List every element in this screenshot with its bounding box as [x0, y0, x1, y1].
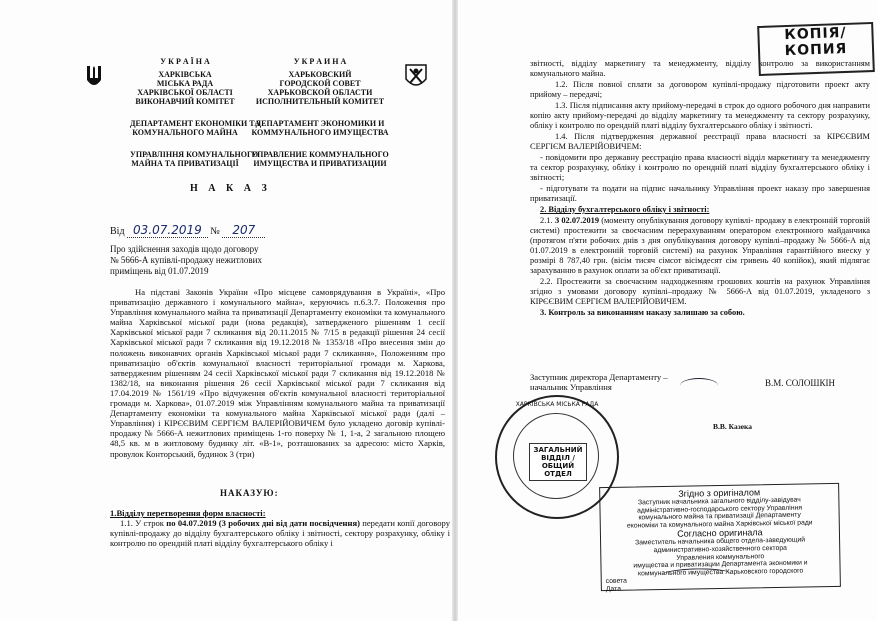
header-org-line: ХАРКІВСЬКОЇ ОБЛАСТІ	[137, 88, 233, 97]
header-left-ua	[130, 57, 260, 168]
signatory-role-line: Заступник директора Департаменту –	[530, 372, 668, 382]
paragraph-1-4-b: - підготувати та подати на підпис начальнику Управління проект наказу про завершення приватизації.	[530, 184, 870, 203]
header-admin-line: УПРАВЛІННЯ КОМУНАЛЬНОГО	[130, 150, 259, 159]
header-admin-line: УПРАВЛЕНИЕ КОММУНАЛЬНОГО	[251, 150, 389, 159]
copy-stamp-line: КОПІЯ/	[784, 24, 847, 44]
order-subject	[110, 244, 290, 277]
certified-line: административно-хозяйственного сектора	[653, 544, 787, 555]
round-seal-ring-text: ХАРКІВСЬКА МІСЬКА РАДА	[515, 401, 599, 408]
header-dept-line: ДЕПАРТАМЕНТ ЭКОНОМИКИ И	[255, 119, 385, 128]
order-date: 03.07.2019	[127, 223, 208, 238]
section-2-heading: 2. Відділу бухгалтерського обліку і звітності:	[540, 205, 710, 214]
section-1	[110, 508, 450, 548]
section-1-1-deadline: по 04.07.2019 (3 робочих дні від дати посвідчення)	[166, 518, 360, 529]
signature-scrawl	[680, 378, 718, 393]
order-number: 207	[222, 223, 265, 238]
paragraph-1-2: 1.2. Після повної сплати за договором купівлі-продажу підготовити проект акту прийому – передачі;	[530, 80, 870, 99]
number-prefix: №	[210, 226, 220, 237]
header-org-line: ХАРЬКОВСКОЙ ОБЛАСТИ	[267, 88, 373, 97]
document-title: Н А К А З	[190, 183, 271, 194]
preamble-text: На підставі Законів України «Про місцеве самоврядування в Україні», «Про приватизацію державного і комунального майна», керуючись п.6.3.7. Положення про Управління комунального майна та приватизації Департаменту економіки та комунального майна Харківської міської ради (нова редакція), затвердженого рішенням 1 сесії Харківської міської ради 7 скликання від 20.11.2015 № 7/15 в редакції рішення 24 сесії Харківської міської ради 7 скликання від 19.12.2018 № 1353/18 «Про внесення змін до положень виконавчих органів Харківської міської ради 7 скликання», Положенням про приватизацію об'єктів комунальної власності територіальної громади м. Харкова, затвердженим рішенням 24 сесії Харківської міської ради 7 скликання від 19.12.2018 № 1382/18, на виконання рішення 26 сесії Харківської міської ради 7 скликання від 17.04.2019 № 1561/19 «Про відчуження об'єктів комунальної власності територіальної громади м. Харкова», 01.07.2019 між Управлінням комунального майна та приватизації Департаменту економіки та комунального майна Харківської міської ради (далі – Управління) і КІРЄЄВИМ СЕРГІЄМ ВАЛЕРІЙОВИЧЕМ було укладено договір купівлі-продажу № 5666-А нежитлових приміщень 1-го поверху № 1, 1-а, 2 загальною площею 48,5 кв. м в житловому будинку літ. «В-1», розташованих за адресою: місто Харків, провулок Конторський, будинок 3 (три)	[110, 287, 445, 459]
certified-copy-stamp	[599, 483, 841, 591]
certified-line: совета	[605, 577, 627, 586]
certified-line: Заместитель начальника общего отдела-заведующий	[635, 536, 806, 547]
header-dept-line: КОММУНАЛЬНОГО ИМУЩЕСТВА	[251, 128, 389, 137]
certified-line: комунального майна та приватизації Департаменту	[638, 511, 801, 522]
round-seal-center-line: ОБЩИЙ ОТДЕЛ	[541, 462, 575, 478]
header-dept-line: КОМУНАЛЬНОГО МАЙНА	[132, 128, 238, 137]
signatory-name: В.М. СОЛОШКІН	[765, 378, 835, 388]
header-org-line: ХАРЬКОВСКИЙ	[288, 70, 352, 79]
copy-stamp	[757, 22, 875, 76]
header-right-ru	[250, 57, 390, 168]
paragraph-continuation: звітності, відділу маркетингу та менеджменту, відділу контролю за використанням комунального майна.	[530, 59, 870, 78]
round-seal-center-line: ВІДДІЛ /	[541, 454, 575, 462]
certified-line: Управления коммунального	[676, 552, 765, 562]
paragraph-3: 3. Контроль за виконанням наказу залишаю за собою.	[540, 308, 745, 317]
header-org-line: МІСЬКА РАДА	[156, 79, 214, 88]
section-1-1-prefix: 1.1. У строк	[120, 518, 167, 529]
paragraph-2-1-text: (моменту опублікування договору купівлі- продажу в електронній торговій системі) простежити за своєчасним перерахуванням оператором електронного майданчика (протягом п'яти робочих днів з дня опублікування договору купівлі–продажу № 5666-А від 01.07.2019 в електронній торговій системі) на рахунок Управління гарантійного внеску у розмірі 8 787,40 грн. (вісім тисяч сімсот вісімдесят сім гривень 40 копійок), який підлягає зарахуванню в рахунок оплати за об'єкт приватизації.	[530, 216, 871, 275]
right-page-text	[530, 59, 870, 319]
paragraph-2-1-date: З 02.07.2019	[554, 216, 600, 225]
second-signatory: В.В. Казека	[713, 422, 753, 431]
section-1-1-text: передати копії договору купівлі-продажу до відділу бухгалтерського обліку і звітності, сектору розрахунку, обліку і контролю по орендній платі відділу бухгалтерського обліку і	[110, 518, 450, 549]
certified-heading-ru: Согласно оригинала	[677, 527, 763, 540]
certified-date-label: Дата	[605, 585, 622, 593]
kharkiv-coat-of-arms-icon	[405, 64, 427, 90]
header-org-line: ХАРКІВСЬКА	[158, 70, 212, 79]
header-org-line: ВИКОНАВЧИЙ КОМІТЕТ	[135, 97, 235, 106]
header-country-ru: У К Р А И Н А	[293, 57, 347, 66]
certified-heading-ua: Згідно з оригіналом	[678, 487, 761, 499]
date-prefix: Від	[110, 226, 125, 237]
paragraph-2-2: 2.2. Простежити за своєчасним надходженням грошових коштів на рахунок Управління згідно з умовами договору купівлі–продажу № 5666-А від 01.07.2019, укладеного з КІРЄЄВИМ СЕРГІЄМ ВАЛЕРІЙОВИЧЕМ.	[530, 277, 870, 306]
copy-stamp-line: КОПИЯ	[784, 40, 848, 60]
trident-emblem-icon	[85, 64, 103, 90]
header-org-line: ИСПОЛНИТЕЛЬНЫЙ КОМИТЕТ	[255, 97, 385, 106]
header-org-line: ГОРОДСКОЙ СОВЕТ	[279, 79, 361, 88]
signatory-role	[530, 372, 668, 392]
certified-line: Заступник начальника загального відділу-завідувач	[637, 496, 801, 507]
paragraph-1-4-a: - повідомити про державну реєстрацію права власності відділ маркетингу та менеджменту та сектор розрахунку, обліку і контролю по орендній платі відділу бухгалтерського обліку і звітності;	[530, 153, 870, 182]
header-country-ua: У К Р А Ї Н А	[160, 57, 210, 66]
section-1-1	[110, 518, 450, 548]
page-fold	[452, 0, 458, 621]
certified-line: адміністративно-господарського сектору Управління	[636, 504, 803, 515]
round-seal-center-line: ЗАГАЛЬНИЙ	[533, 446, 583, 454]
signatory-role-line: начальник Управління	[530, 382, 612, 392]
certified-line: коммунального имущества Харьковского городского	[637, 567, 804, 578]
subject-line: Про здійснення заходів щодо договору	[110, 244, 259, 254]
header-admin-line: МАЙНА ТА ПРИВАТИЗАЦІЇ	[131, 159, 239, 168]
section-1-heading: 1.Відділу перетворення форм власності:	[110, 508, 266, 518]
order-command-heading: НАКАЗУЮ:	[220, 488, 279, 498]
paragraph-2-1	[530, 216, 870, 276]
round-seal-center	[529, 443, 587, 481]
certified-line: имущества и приватизации Департамента экономики и	[633, 559, 808, 570]
order-date-line	[110, 223, 265, 237]
header-admin-line: ИМУЩЕСТВА И ПРИВАТИЗАЦИИ	[253, 159, 387, 168]
paragraph-1-3: 1.3. Після підписання акту прийому-передачі в строк до одного робочого дня направити копію акту прийому-передачі до відділу маркетингу та менеджменту та сектору розрахунку, обліку і контролю по орендній платі відділу бухгалтерського обліку і звітності.	[530, 101, 870, 130]
order-preamble	[110, 287, 445, 459]
paragraph-1-4: 1.4. Після підтвердження державної реєстрації права власності за КІРЄЄВИМ СЕРГІЄМ ВАЛЕРІЙОВИЧЕМ:	[530, 132, 870, 151]
certified-line: економіки та комунального майна Харківської міської ради	[626, 519, 813, 530]
subject-line: приміщень від 01.07.2019	[110, 266, 209, 276]
paragraph-2-1-prefix: 2.1.	[540, 216, 555, 225]
header-dept-line: ДЕПАРТАМЕНТ ЕКОНОМІКИ ТА	[130, 119, 260, 128]
subject-line: № 5666-А купівлі-продажу нежитлових	[110, 255, 262, 265]
